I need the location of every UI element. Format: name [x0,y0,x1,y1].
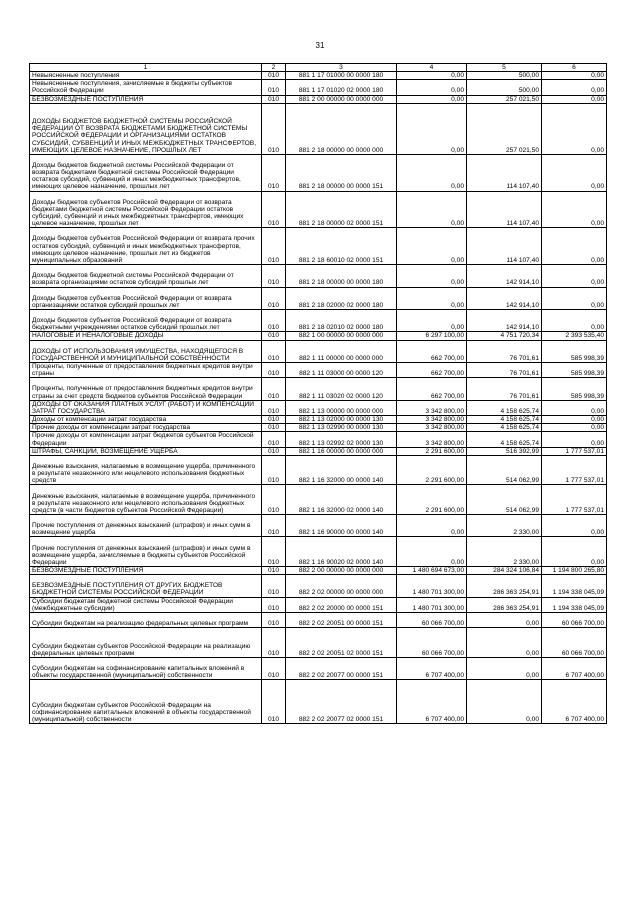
row-budget-classification-code: 882 2 02 20000 00 0000 151 [286,597,397,612]
row-name: Доходы бюджетов субъектов Российской Федерации от возврата бюджетами бюджетной системы Российской Федерации остатков субсидий, субвенций и иных межбюджетных трансфертов, имеющих целевое назначение, прошлых лет [30,191,262,228]
row-line-code: 010 [262,575,286,597]
table-row [30,228,607,265]
row-line-code: 010 [262,416,286,424]
row-name: Доходы бюджетов субъектов Российской Федерации от возврата бюджетными учреждениями остатков субсидий прошлых лет [30,309,262,331]
row-approved-amount: 2 291 600,00 [397,447,467,455]
table-row [30,340,607,362]
row-budget-classification-code: 882 2 02 20051 00 0000 151 [286,612,397,627]
row-budget-classification-code: 881 2 18 60010 02 0000 151 [286,228,397,265]
table-row [30,95,607,103]
row-unexecuted-amount: 0,00 [542,80,607,95]
row-budget-classification-code: 882 2 02 00000 00 0000 000 [286,575,397,597]
row-unexecuted-amount: 2 393 535,40 [542,332,607,340]
row-approved-amount: 2 291 600,00 [397,455,467,485]
row-approved-amount: 60 066 700,00 [397,612,467,627]
table-row [30,485,607,515]
row-unexecuted-amount: 0,00 [542,191,607,228]
row-executed-amount: 0,00 [467,680,542,724]
row-unexecuted-amount: 0,00 [542,309,607,331]
row-line-code: 010 [262,378,286,400]
row-unexecuted-amount: 60 066 700,00 [542,628,607,658]
row-approved-amount: 0,00 [397,265,467,287]
row-name: Прочие доходы от компенсации затрат государства [30,424,262,432]
row-executed-amount: 4 751 720,34 [467,332,542,340]
row-approved-amount: 6 297 100,00 [397,332,467,340]
row-approved-amount: 0,00 [397,228,467,265]
row-budget-classification-code: 882 1 13 00000 00 0000 000 [286,400,397,415]
row-executed-amount: 2 330,00 [467,537,542,567]
row-unexecuted-amount: 6 707 400,00 [542,680,607,724]
row-budget-classification-code: 881 1 17 01020 02 0000 180 [286,80,397,95]
row-executed-amount: 76 701,61 [467,340,542,362]
row-line-code: 010 [262,432,286,447]
row-executed-amount: 114 107,40 [467,154,542,191]
row-approved-amount: 0,00 [397,287,467,309]
row-name: Доходы бюджетов субъектов Российской Федерации от возврата организациями остатков субсидий прошлых лет [30,287,262,309]
row-budget-classification-code: 882 1 11 03020 02 0000 120 [286,378,397,400]
row-line-code: 010 [262,628,286,658]
row-unexecuted-amount: 1 777 537,01 [542,485,607,515]
row-executed-amount: 4 158 625,74 [467,432,542,447]
row-line-code: 010 [262,154,286,191]
row-approved-amount: 2 291 600,00 [397,485,467,515]
row-unexecuted-amount: 0,00 [542,287,607,309]
row-budget-classification-code: 882 1 16 32000 02 0000 140 [286,485,397,515]
table-row [30,628,607,658]
row-budget-classification-code: 882 1 13 02000 00 0000 130 [286,416,397,424]
row-name: Доходы от компенсации затрат государства [30,416,262,424]
row-approved-amount: 6 707 400,00 [397,657,467,679]
row-executed-amount: 4 158 625,74 [467,424,542,432]
row-unexecuted-amount: 0,00 [542,537,607,567]
table-row [30,515,607,537]
row-line-code: 010 [262,287,286,309]
row-approved-amount: 1 480 694 673,00 [397,567,467,575]
row-name: Проценты, полученные от предоставления бюджетных кредитов внутри страны за счет средств бюджетов субъектов Российской Федерации [30,378,262,400]
row-executed-amount: 500,00 [467,72,542,80]
page-number: 31 [315,41,325,50]
row-unexecuted-amount: 0,00 [542,400,607,415]
table-row [30,680,607,724]
row-unexecuted-amount: 1 194 800 265,80 [542,567,607,575]
row-line-code: 010 [262,447,286,455]
row-approved-amount: 1 480 701 300,00 [397,575,467,597]
row-budget-classification-code: 882 2 02 20051 02 0000 151 [286,628,397,658]
row-name: Субсидии бюджетам субъектов Российской Федерации на реализацию федеральных целевых программ [30,628,262,658]
row-unexecuted-amount: 60 066 700,00 [542,612,607,627]
table-row [30,575,607,597]
row-approved-amount: 60 066 700,00 [397,628,467,658]
table-row [30,332,607,340]
row-approved-amount: 3 342 800,00 [397,400,467,415]
row-approved-amount: 0,00 [397,515,467,537]
row-line-code: 010 [262,680,286,724]
row-unexecuted-amount: 585 998,39 [542,378,607,400]
table-row [30,265,607,287]
column-number: 5 [467,64,542,72]
column-number: 1 [30,64,262,72]
row-budget-classification-code: 882 1 11 00000 00 0000 000 [286,340,397,362]
row-unexecuted-amount: 1 777 537,01 [542,447,607,455]
row-executed-amount: 2 330,00 [467,515,542,537]
table-row [30,103,607,154]
row-line-code: 010 [262,191,286,228]
row-line-code: 010 [262,103,286,154]
row-executed-amount: 142 914,10 [467,309,542,331]
row-approved-amount: 6 707 400,00 [397,680,467,724]
row-executed-amount: 514 062,99 [467,455,542,485]
row-name: Прочие доходы от компенсации затрат бюджетов субъектов Российской Федерации [30,432,262,447]
row-executed-amount: 284 324 106,84 [467,567,542,575]
row-executed-amount: 516 392,99 [467,447,542,455]
row-budget-classification-code: 882 2 02 20077 02 0000 151 [286,680,397,724]
row-line-code: 010 [262,228,286,265]
row-approved-amount: 0,00 [397,154,467,191]
row-name: Прочие поступления от денежных взысканий (штрафов) и иных сумм в возмещение ущерба, зачисляемые в бюджеты субъектов Российской Федерации [30,537,262,567]
row-budget-classification-code: 882 1 16 90000 00 0000 140 [286,515,397,537]
table-row [30,597,607,612]
row-name: БЕЗВОЗМЕЗДНЫЕ ПОСТУПЛЕНИЯ ОТ ДРУГИХ БЮДЖЕТОВ БЮДЖЕТНОЙ СИСТЕМЫ РОССИЙСКОЙ ФЕДЕРАЦИИ [30,575,262,597]
column-number: 3 [286,64,397,72]
row-executed-amount: 4 158 625,74 [467,400,542,415]
row-executed-amount: 76 701,61 [467,378,542,400]
row-line-code: 010 [262,362,286,377]
row-line-code: 010 [262,537,286,567]
row-name: БЕЗВОЗМЕЗДНЫЕ ПОСТУПЛЕНИЯ [30,567,262,575]
row-executed-amount: 500,00 [467,80,542,95]
row-unexecuted-amount: 1 194 338 045,09 [542,575,607,597]
row-budget-classification-code: 882 1 11 03000 00 0000 120 [286,362,397,377]
row-executed-amount: 76 701,61 [467,362,542,377]
row-approved-amount: 3 342 800,00 [397,416,467,424]
row-approved-amount: 3 342 800,00 [397,432,467,447]
table-row [30,362,607,377]
row-executed-amount: 0,00 [467,612,542,627]
table-row [30,537,607,567]
table-row [30,378,607,400]
row-line-code: 010 [262,95,286,103]
row-budget-classification-code: 882 2 02 20077 00 0000 151 [286,657,397,679]
row-name: НАЛОГОВЫЕ И НЕНАЛОГОВЫЕ ДОХОДЫ [30,332,262,340]
row-unexecuted-amount: 0,00 [542,432,607,447]
table-row [30,72,607,80]
row-line-code: 010 [262,309,286,331]
column-number: 6 [542,64,607,72]
row-name: Проценты, полученные от предоставления бюджетных кредитов внутри страны [30,362,262,377]
row-unexecuted-amount: 585 998,39 [542,340,607,362]
row-executed-amount: 257 021,50 [467,103,542,154]
row-unexecuted-amount: 1 777 537,01 [542,455,607,485]
row-executed-amount: 114 107,40 [467,228,542,265]
row-line-code: 010 [262,567,286,575]
table-row [30,612,607,627]
row-name: Субсидии бюджетам субъектов Российской Федерации на софинансирование капитальных вложений в объекты государственной (муниципальной) собственности [30,680,262,724]
row-unexecuted-amount: 0,00 [542,416,607,424]
row-budget-classification-code: 881 1 17 01000 00 0000 180 [286,72,397,80]
table-row [30,432,607,447]
row-name: БЕЗВОЗМЕЗДНЫЕ ПОСТУПЛЕНИЯ [30,95,262,103]
column-number: 2 [262,64,286,72]
row-budget-classification-code: 881 2 18 00000 02 0000 151 [286,191,397,228]
row-executed-amount: 114 107,40 [467,191,542,228]
row-executed-amount: 286 363 254,91 [467,575,542,597]
row-unexecuted-amount: 0,00 [542,228,607,265]
row-name: Прочие поступления от денежных взысканий (штрафов) и иных сумм в возмещение ущерба [30,515,262,537]
row-name: Субсидии бюджетам на реализацию федеральных целевых программ [30,612,262,627]
table-row [30,567,607,575]
row-budget-classification-code: 882 2 00 00000 00 0000 000 [286,567,397,575]
row-name: ДОХОДЫ ОТ ИСПОЛЬЗОВАНИЯ ИМУЩЕСТВА, НАХОДЯЩЕГОСЯ В ГОСУДАРСТВЕННОЙ И МУНИЦИПАЛЬНОЙ СОБСТВЕННОСТИ [30,340,262,362]
row-line-code: 010 [262,597,286,612]
row-name: Доходы бюджетов бюджетной системы Российской Федерации от возврата организациями остатков субсидий прошлых лет [30,265,262,287]
row-name: Субсидии бюджетам бюджетной системы Российской Федерации (межбюджетные субсидии) [30,597,262,612]
row-line-code: 010 [262,340,286,362]
row-approved-amount: 0,00 [397,80,467,95]
row-line-code: 010 [262,485,286,515]
row-executed-amount: 142 914,10 [467,265,542,287]
row-budget-classification-code: 882 1 16 00000 00 0000 000 [286,447,397,455]
row-unexecuted-amount: 0,00 [542,154,607,191]
row-budget-classification-code: 881 2 18 02010 02 0000 180 [286,309,397,331]
row-approved-amount: 662 700,00 [397,340,467,362]
row-line-code: 010 [262,72,286,80]
row-budget-classification-code: 882 1 13 02992 02 0000 130 [286,432,397,447]
row-line-code: 010 [262,515,286,537]
table-row [30,424,607,432]
row-name: ШТРАФЫ, САНКЦИИ, ВОЗМЕЩЕНИЕ УЩЕРБА [30,447,262,455]
row-unexecuted-amount: 0,00 [542,95,607,103]
row-unexecuted-amount: 6 707 400,00 [542,657,607,679]
row-budget-classification-code: 882 1 16 90020 02 0000 140 [286,537,397,567]
table-row [30,154,607,191]
table-row [30,657,607,679]
row-name: ДОХОДЫ ОТ ОКАЗАНИЯ ПЛАТНЫХ УСЛУГ (РАБОТ) И КОМПЕНСАЦИИ ЗАТРАТ ГОСУДАРСТВА [30,400,262,415]
table-row [30,191,607,228]
table-row [30,287,607,309]
row-budget-classification-code: 881 2 00 00000 00 0000 000 [286,95,397,103]
row-budget-classification-code: 881 2 18 00000 00 0000 000 [286,103,397,154]
row-name: Доходы бюджетов бюджетной системы Российской Федерации от возврата бюджетами бюджетной системы Российской Федерации остатков субсидий, субвенций и иных межбюджетных трансфертов, имеющих целевое назначение, прошлых лет [30,154,262,191]
row-executed-amount: 514 062,99 [467,485,542,515]
row-executed-amount: 0,00 [467,657,542,679]
row-name: Субсидии бюджетам на софинансирование капитальных вложений в объекты государственной (муниципальной) собственности [30,657,262,679]
row-line-code: 010 [262,612,286,627]
row-name: Невыясненные поступления, зачисляемые в бюджеты субъектов Российской Федерации [30,80,262,95]
row-name: Доходы бюджетов субъектов Российской Федерации от возврата прочих остатков субсидий, субвенций и иных межбюджетных трансфертов, имеющих целевое назначение, прошлых лет из бюджетов муниципальных образований [30,228,262,265]
table-row [30,80,607,95]
row-line-code: 010 [262,332,286,340]
column-number: 4 [397,64,467,72]
row-unexecuted-amount: 0,00 [542,515,607,537]
row-approved-amount: 0,00 [397,103,467,154]
row-name: Денежные взыскания, налагаемые в возмещение ущерба, причиненного в результате незаконного или нецелевого использования бюджетных средств (в части бюджетов субъектов Российской Федерации) [30,485,262,515]
table-row [30,447,607,455]
row-budget-classification-code: 881 2 18 02000 02 0000 180 [286,287,397,309]
row-executed-amount: 286 363 254,91 [467,597,542,612]
row-approved-amount: 662 700,00 [397,378,467,400]
row-executed-amount: 142 914,10 [467,287,542,309]
row-unexecuted-amount: 1 194 338 045,09 [542,597,607,612]
row-approved-amount: 1 480 701 300,00 [397,597,467,612]
row-line-code: 010 [262,424,286,432]
row-budget-classification-code: 882 1 00 00000 00 0000 000 [286,332,397,340]
row-approved-amount: 0,00 [397,95,467,103]
row-approved-amount: 662 700,00 [397,362,467,377]
row-unexecuted-amount: 0,00 [542,424,607,432]
row-executed-amount: 257 021,50 [467,95,542,103]
row-executed-amount: 0,00 [467,628,542,658]
row-approved-amount: 0,00 [397,309,467,331]
row-approved-amount: 0,00 [397,191,467,228]
row-line-code: 010 [262,400,286,415]
table-row [30,400,607,415]
row-name: Денежные взыскания, налагаемые в возмещение ущерба, причиненного в результате незаконного или нецелевого использования бюджетных средств [30,455,262,485]
table-row [30,416,607,424]
row-unexecuted-amount: 0,00 [542,265,607,287]
row-budget-classification-code: 881 2 18 00000 00 0000 151 [286,154,397,191]
row-budget-classification-code: 882 1 16 32000 00 0000 140 [286,455,397,485]
row-budget-classification-code: 882 1 13 02990 00 0000 130 [286,424,397,432]
row-name: ДОХОДЫ БЮДЖЕТОВ БЮДЖЕТНОЙ СИСТЕМЫ РОССИЙСКОЙ ФЕДЕРАЦИИ ОТ ВОЗВРАТА БЮДЖЕТАМИ БЮДЖЕТНОЙ СИСТЕМЫ РОССИЙСКОЙ ФЕДЕРАЦИИ И ОРГАНИЗАЦИЯМИ ОСТАТКОВ СУБСИДИЙ, СУБВЕНЦИЙ И ИНЫХ МЕЖБЮДЖЕТНЫХ ТРАНСФЕРТОВ, ИМЕЮЩИХ ЦЕЛЕВОЕ НАЗНАЧЕНИЕ, ПРОШЛЫХ ЛЕТ [30,103,262,154]
row-line-code: 010 [262,657,286,679]
row-approved-amount: 0,00 [397,72,467,80]
row-line-code: 010 [262,80,286,95]
table-row [30,455,607,485]
row-line-code: 010 [262,265,286,287]
row-line-code: 010 [262,455,286,485]
table-row [30,309,607,331]
row-unexecuted-amount: 585 998,39 [542,362,607,377]
row-unexecuted-amount: 0,00 [542,103,607,154]
row-approved-amount: 3 342 800,00 [397,424,467,432]
row-unexecuted-amount: 0,00 [542,72,607,80]
row-budget-classification-code: 881 2 18 00000 00 0000 180 [286,265,397,287]
row-executed-amount: 4 158 625,74 [467,416,542,424]
budget-revenue-table [29,63,607,724]
column-number-header-row [30,64,607,72]
row-approved-amount: 0,00 [397,537,467,567]
row-name: Невыясненные поступления [30,72,262,80]
